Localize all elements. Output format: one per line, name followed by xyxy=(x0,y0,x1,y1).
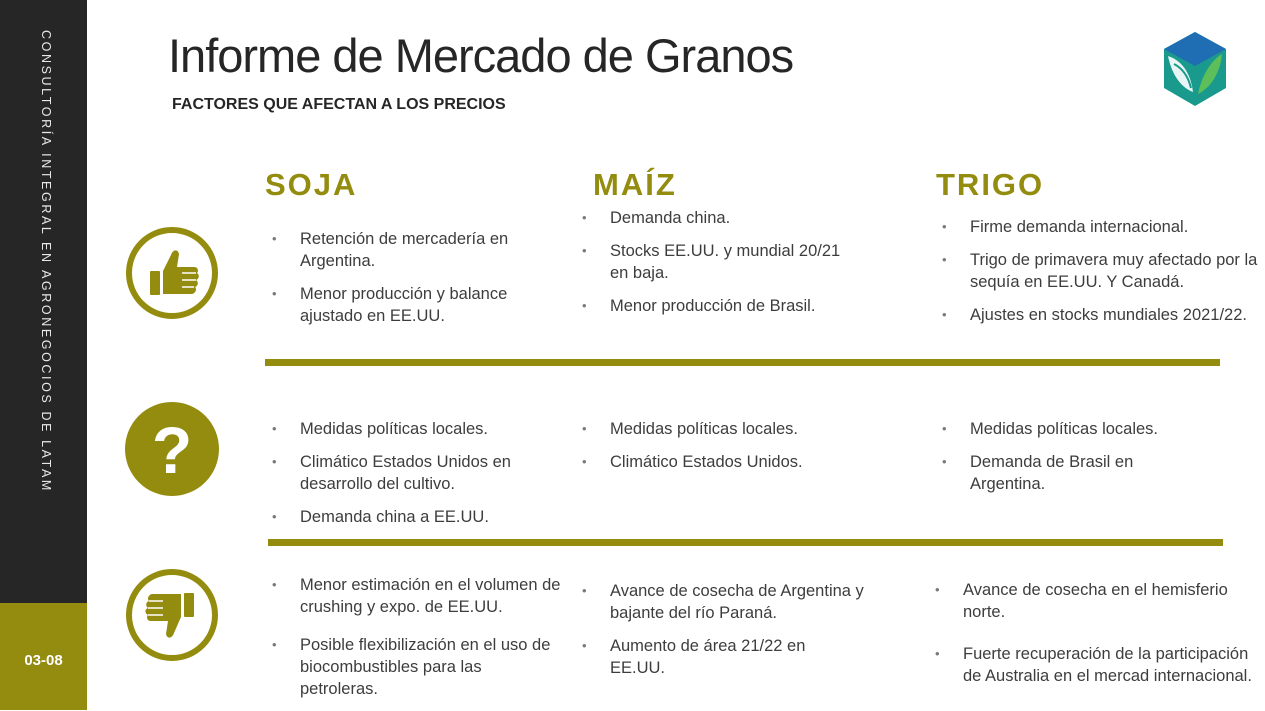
sidebar-vertical-text xyxy=(39,30,64,590)
list-item: • Ajustes en stocks mundiales 2021/22. xyxy=(940,304,1260,326)
company-logo-icon xyxy=(1160,30,1230,108)
column-header-soja: SOJA xyxy=(265,167,358,202)
list-item: • Menor producción y balance ajustado en EE.UU. xyxy=(270,283,540,327)
thumbs-down-icon xyxy=(124,567,220,663)
list-item: • Medidas políticas locales. xyxy=(580,418,860,440)
maiz-positive-list xyxy=(580,207,860,328)
row-divider-2 xyxy=(268,539,1223,546)
column-header-maiz: MAÍZ xyxy=(593,167,677,202)
list-item: • Climático Estados Unidos en desarrollo del cultivo. xyxy=(270,451,540,495)
maiz-uncertain-list xyxy=(580,418,860,484)
list-item: • Stocks EE.UU. y mundial 20/21 en baja. xyxy=(580,240,860,284)
list-item: • Retención de mercadería en Argentina. xyxy=(270,228,540,272)
row-divider-1 xyxy=(265,359,1220,366)
trigo-uncertain-list xyxy=(940,418,1200,506)
list-item: • Medidas políticas locales. xyxy=(940,418,1200,440)
list-item: • Aumento de área 21/22 en EE.UU. xyxy=(580,635,830,679)
list-item: • Demanda de Brasil en Argentina. xyxy=(940,451,1200,495)
list-item: • Posible flexibilización en el uso de biocombustibles para las petroleras. xyxy=(270,634,562,700)
list-item: • Firme demanda internacional. xyxy=(940,216,1260,238)
list-item: • Menor estimación en el volumen de crushing y expo. de EE.UU. xyxy=(270,574,562,618)
list-item: • Demanda china a EE.UU. xyxy=(270,506,540,528)
svg-text:?: ? xyxy=(151,413,193,487)
list-item: • Menor producción de Brasil. xyxy=(580,295,860,317)
list-item: • Trigo de primavera muy afectado por la sequía en EE.UU. Y Canadá. xyxy=(940,249,1260,293)
trigo-positive-list xyxy=(940,216,1260,337)
list-item: • Climático Estados Unidos. xyxy=(580,451,860,473)
page-number: 03-08 xyxy=(24,652,63,669)
thumbs-up-icon xyxy=(124,225,220,321)
list-item: • Demanda china. xyxy=(580,207,860,229)
question-mark-icon xyxy=(124,401,220,497)
maiz-negative-list xyxy=(580,580,870,690)
trigo-negative-list xyxy=(933,579,1263,698)
soja-negative-list xyxy=(270,574,562,711)
list-item: • Medidas políticas locales. xyxy=(270,418,540,440)
page-number-box xyxy=(0,603,87,710)
list-item: • Avance de cosecha en el hemisferio norte. xyxy=(933,579,1253,623)
list-item: • Fuerte recuperación de la participación de Australia en el mercad internacional. xyxy=(933,643,1263,687)
page-title: Informe de Mercado de Granos xyxy=(168,29,794,82)
list-item: • Avance de cosecha de Argentina y bajante del río Paraná. xyxy=(580,580,870,624)
company-tagline: CONSULTORÍA INTEGRAL EN AGRONEGOCIOS DE LATAM xyxy=(39,30,53,493)
column-header-trigo: TRIGO xyxy=(936,167,1045,202)
soja-uncertain-list xyxy=(270,418,540,539)
sidebar xyxy=(0,0,87,710)
soja-positive-list xyxy=(270,228,540,338)
page-subtitle: FACTORES QUE AFECTAN A LOS PRECIOS xyxy=(172,96,506,113)
